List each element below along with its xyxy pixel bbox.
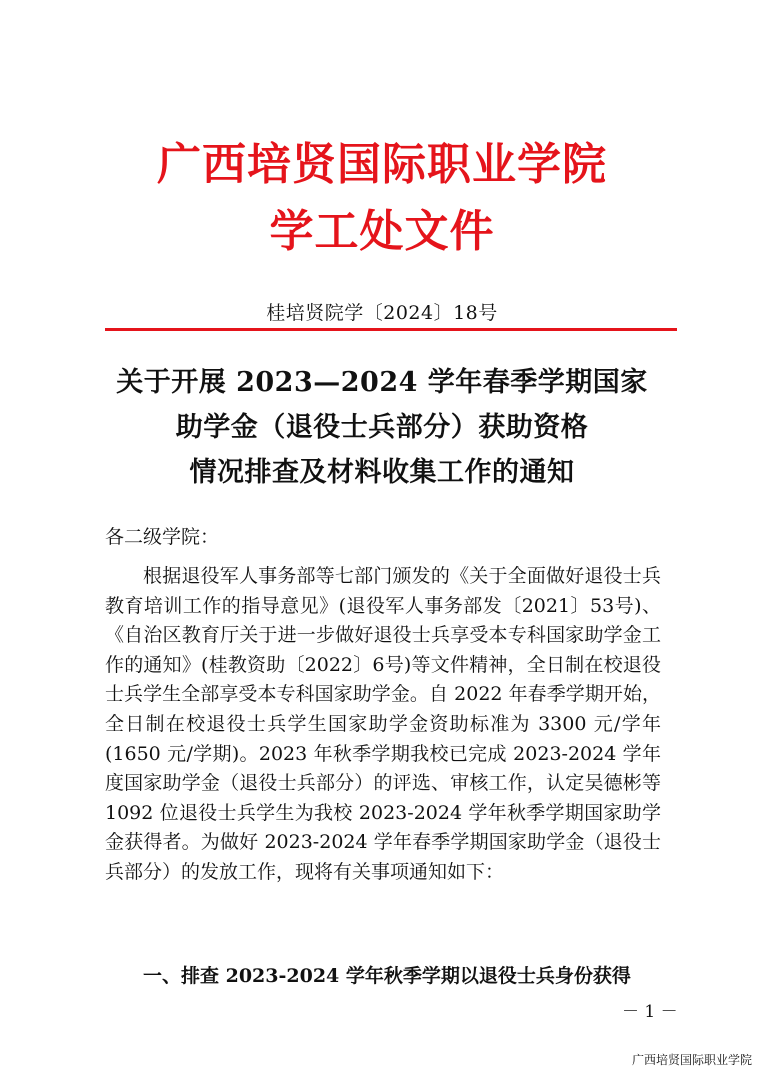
doc-type-header: 学工处文件: [269, 206, 495, 257]
notice-title-line-3: 情况排查及材料收集工作的通知: [189, 457, 575, 488]
notice-title-line-1: 关于开展 2023—2024 学年春季学期国家: [116, 367, 648, 398]
document-number: 桂培贤院学〔2024〕18号: [266, 302, 498, 324]
notice-title-line-2: 助学金（退役士兵部分）获助资格: [175, 412, 589, 443]
salutation: 各二级学院：: [105, 526, 220, 548]
section-heading-1: 一、排查 2023-2024 学年秋季学期以退役士兵身份获得: [143, 965, 631, 987]
org-name-header: 广西培贤国际职业学院: [157, 139, 607, 190]
red-divider-line: [105, 328, 677, 331]
body-paragraph: 根据退役军人事务部等七部门颁发的《关于全面做好退役士兵教育培训工作的指导意见》(退役军人事务部发〔2021〕53号)、《自治区教育厅关于进一步做好退役士兵享受本专科国家助学金工作的通知》(桂教资助〔2022〕6号)等文件精神，全日制在校退役士兵学生全部享受本专科国家助学金。自 2022 年春季学期开始，全日制在校退役士兵学生国家助学金资助标准为 3300 元/学年(1650 元/学期)。2023 年秋季学期我校已完成 2023-2024 学年度国家助学金（退役士兵部分）的评选、审核工作，认定吴德彬等 1092 位退役士兵学生为我校 2023-2024 学年秋季学期国家助学金获得者。为做好 2023-2024 学年春季学期国家助学金（退役士兵部分）的发放工作，现将有关事项通知如下：: [105, 565, 661, 883]
footer-org-name: 广西培贤国际职业学院: [631, 1053, 752, 1067]
page-number: － 1 －: [622, 1002, 678, 1022]
